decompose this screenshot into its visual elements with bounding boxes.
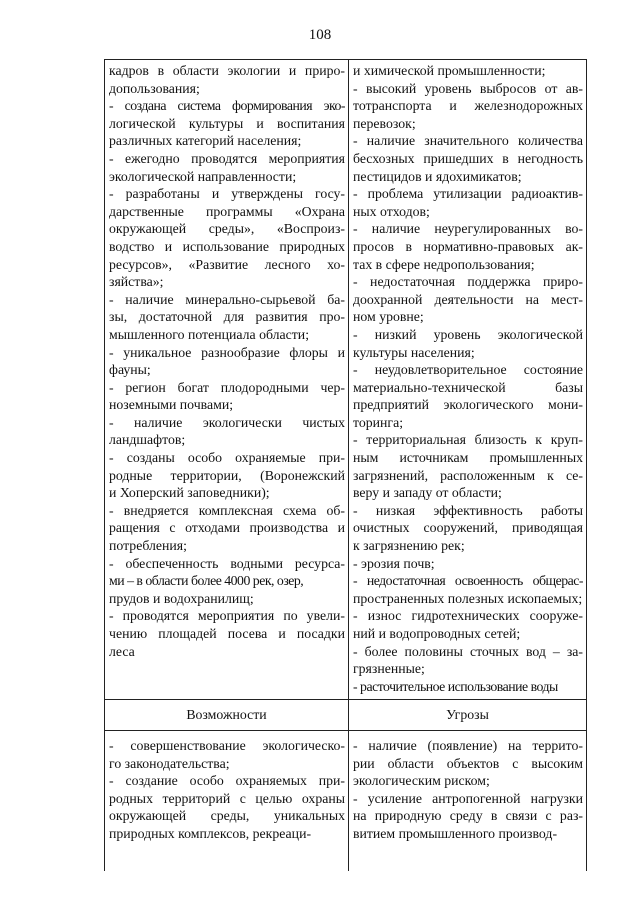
text-line: окружающей среды, уникальных xyxy=(109,808,345,824)
text-line: загрязнений, расположенным к се- xyxy=(353,467,583,483)
text-line: - недостаточная освоенность общерас- xyxy=(353,573,583,589)
text-line: - наличие значительного количества xyxy=(353,133,583,149)
text-line: экологической направленности; xyxy=(109,168,297,184)
text-line: - регион богат плодородными чер- xyxy=(109,379,345,395)
threats-cell xyxy=(349,730,587,871)
text-line: окружающей среды», «Воспроиз- xyxy=(109,221,345,237)
text-line: к загрязнению рек; xyxy=(353,538,465,554)
text-line: - проблема утилизации радиоактив- xyxy=(353,186,583,202)
text-line: тотранспорта и железнодорожных xyxy=(353,98,583,114)
text-line: веру и западу от области; xyxy=(353,485,502,501)
text-line: тах в сфере недропользования; xyxy=(353,256,535,272)
text-line: допользования; xyxy=(109,80,200,96)
text-line: культуры населения; xyxy=(353,344,475,360)
text-line: пространенных полезных ископаемых; xyxy=(353,590,583,606)
text-line: родные территории, (Воронежский xyxy=(109,467,345,483)
text-line: ландшафтов; xyxy=(109,432,186,448)
text-line: - проводятся мероприятия по увели- xyxy=(109,608,345,624)
text-line: прудов и водохранилищ; xyxy=(109,590,254,606)
page-number: 108 xyxy=(308,27,332,43)
header-opportunities: Возможности xyxy=(105,700,349,731)
text-line: фауны; xyxy=(109,362,151,378)
text-line: - наличие (появление) на террито- xyxy=(353,737,583,753)
text-line: - высокий уровень выбросов от ав- xyxy=(353,80,583,96)
text-line: - недостаточная поддержка приро- xyxy=(353,274,583,290)
text-line: бесхозных пришедших в негодность xyxy=(353,150,583,166)
weaknesses-list xyxy=(353,62,583,695)
text-line: предприятий экологического мони- xyxy=(353,397,583,413)
text-line: - созданы особо охраняемые при- xyxy=(109,450,345,466)
text-line: - внедряется комплексная схема об- xyxy=(109,502,345,518)
text-line: - эрозия почв; xyxy=(353,555,435,571)
text-line: экологическим риском; xyxy=(353,773,490,789)
text-line: мышленного потенциала области; xyxy=(109,326,310,342)
text-line: кадров в области экологии и приро- xyxy=(109,63,345,78)
text-line: - уникальное разнообразие флоры и xyxy=(109,344,345,360)
text-line: го законодательства; xyxy=(109,755,230,771)
opportunities-cell xyxy=(105,730,349,871)
opportunities-list xyxy=(109,737,345,843)
table-row-strengths-weaknesses xyxy=(105,60,587,700)
text-line: - разработаны и утверждены госу- xyxy=(109,186,345,202)
strengths-list xyxy=(109,62,345,660)
text-line: - совершенствование экологическо- xyxy=(109,737,345,753)
text-line: просов в нормативно-правовых ак- xyxy=(353,238,583,254)
swot-table xyxy=(104,59,587,871)
text-line: витием промышленного производ- xyxy=(353,825,558,841)
text-line: - создание особо охраняемых при- xyxy=(109,773,345,789)
text-line: и химической промышленности; xyxy=(353,63,546,78)
text-line: ном уровне; xyxy=(353,309,424,325)
text-line: - наличие неурегулированных во- xyxy=(353,221,583,237)
threats-list xyxy=(353,737,583,843)
text-line: различных категорий населения; xyxy=(109,133,302,149)
text-line: - территориальная близость к круп- xyxy=(353,432,583,448)
text-line: зяйства»; xyxy=(109,274,164,290)
text-line: леса xyxy=(109,643,135,659)
text-line: - неудовлетворительное состояние xyxy=(353,362,583,378)
text-line: природных комплексов, рекреаци- xyxy=(109,825,312,841)
text-line: ным источникам промышленных xyxy=(353,450,583,466)
text-line: на природную среду в связи с раз- xyxy=(353,808,583,824)
text-line: - наличие минерально-сырьевой ба- xyxy=(109,291,345,307)
text-line: ращения с отходами производства и xyxy=(109,520,345,536)
weaknesses-cell xyxy=(349,60,587,700)
text-line: доохранной деятельности на мест- xyxy=(353,291,583,307)
text-line: водство и использование природных xyxy=(109,238,345,254)
header-threats: Угрозы xyxy=(349,700,587,731)
text-line: очистных сооружений, приводящая xyxy=(353,520,583,536)
text-line: - низкий уровень экологической xyxy=(353,326,583,342)
text-line: зы, достаточной для развития про- xyxy=(109,309,345,325)
text-line: торинга; xyxy=(353,414,404,430)
text-line: - ежегодно проводятся мероприятия xyxy=(109,150,345,166)
text-line: ний и водопроводных сетей; xyxy=(353,626,521,641)
table-header-row xyxy=(105,700,587,731)
text-line: перевозок; xyxy=(353,115,416,131)
text-line: пестицидов и ядохимикатов; xyxy=(353,168,522,184)
text-line: материально-технической базы xyxy=(353,379,583,395)
strengths-cell xyxy=(105,60,349,700)
text-line: - создана система формирования эко- xyxy=(109,98,345,114)
text-line: - наличие экологически чистых xyxy=(109,414,345,430)
text-line: - расточительное использование воды xyxy=(353,678,558,694)
table-row-opportunities-threats xyxy=(105,730,587,871)
text-line: - низкая эффективность работы xyxy=(353,502,583,518)
text-line: грязненные; xyxy=(353,661,425,677)
text-line: логической культуры и воспитания xyxy=(109,115,345,131)
text-line: ноземными почвами; xyxy=(109,397,234,413)
text-line: чению площадей посева и посадки xyxy=(109,626,345,641)
text-line: и Хоперский заповедники); xyxy=(109,485,270,501)
text-line: - износ гидротехнических сооруже- xyxy=(353,608,583,624)
text-line: ных отходов; xyxy=(353,203,430,219)
text-line: - усиление антропогенной нагрузки xyxy=(353,790,583,806)
text-line: - обеспеченность водными ресурса- xyxy=(109,555,345,571)
text-line: ми – в области более 4000 рек, озер, xyxy=(109,573,304,589)
text-line: родных территорий с целью охраны xyxy=(109,790,345,806)
text-line: потребления; xyxy=(109,538,187,554)
text-line: рии области объектов с высоким xyxy=(353,755,583,771)
text-line: - более половины сточных вод – за- xyxy=(353,643,583,659)
text-line: ресурсов», «Развитие лесного хо- xyxy=(109,256,345,272)
text-line: дарственные программы «Охрана xyxy=(109,203,345,219)
